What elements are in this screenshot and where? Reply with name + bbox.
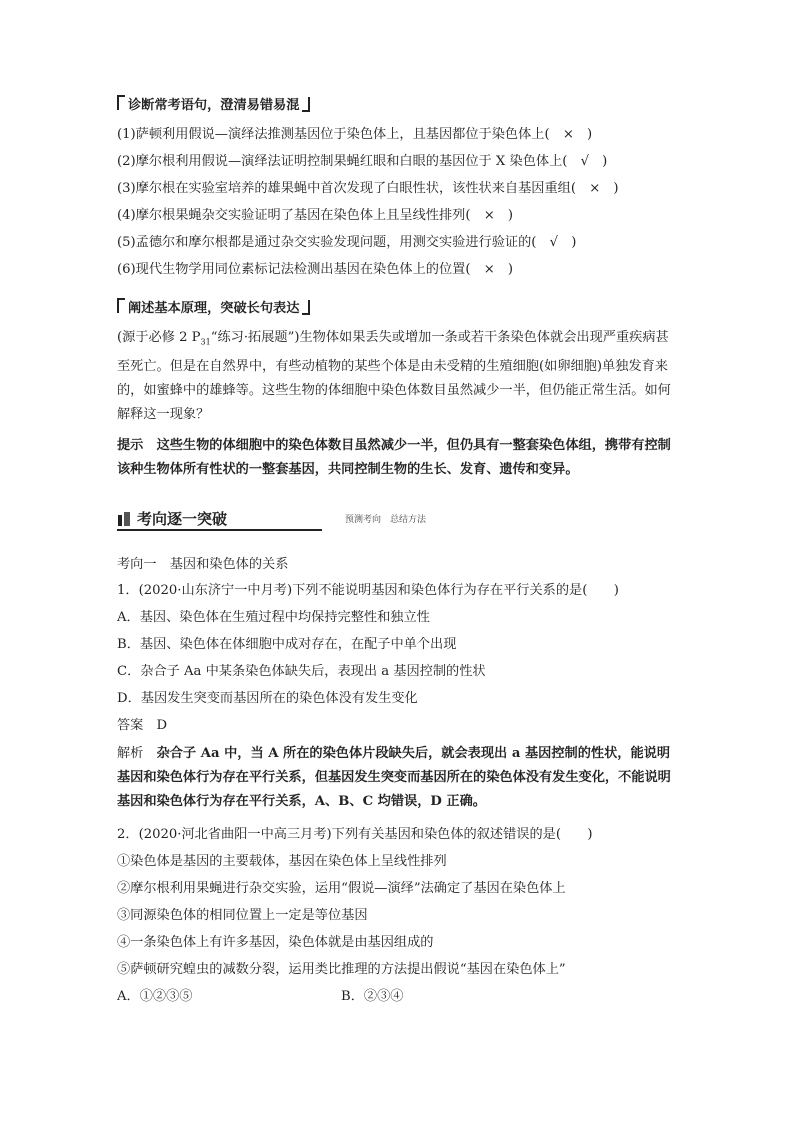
section2-title: 阐述基本原理，突破长句表达 (128, 301, 300, 316)
q1-option-b: B．基因、染色体在体细胞中成对存在，在配子中单个出现 (117, 637, 457, 652)
section-banner (117, 508, 677, 530)
bracket-close-icon (302, 300, 310, 315)
analysis-label: 解析 (117, 746, 157, 761)
banner-underline (117, 529, 322, 531)
q2-option-a: A．①②③⑤ (117, 989, 193, 1004)
bracket-close-icon (302, 97, 310, 112)
analysis-text: 杂合子 Aa 中，当 A 所在的染色体片段缺失后，就会表现出 a 基因控制的性状，能说明基因和染色体行为存在平行关系，但基因发生突变而基因所在的染色体没有发生变化，不能说明基因和染色体行为存在平行关系，A、B、C 均错误，D 正确。 (117, 746, 671, 809)
q1-answer: 答案 D (117, 718, 168, 733)
section2-hint (117, 434, 677, 482)
hint-label: 提示 (117, 438, 157, 453)
q1-option-a: A．基因、染色体在生殖过程中均保持完整性和独立性 (117, 610, 430, 625)
q2-item-4: ④一条染色体上有许多基因，染色体就是由基因组成的 (117, 935, 434, 950)
banner-title: 考向逐一突破 (137, 510, 228, 528)
hint-text: 这些生物的体细胞中的染色体数目虽然减少一半，但仍具有一整套染色体组，携带有控制该种生物体所有性状的一整套基因，共同控制生物的生长、发育、遗传和变异。 (117, 438, 671, 477)
q2-item-5: ⑤萨顿研究蝗虫的减数分裂，运用类比推理的方法提出假说“基因在染色体上” (117, 962, 566, 977)
q2-item-1: ①染色体是基因的主要载体，基因在染色体上呈线性排列 (117, 854, 447, 869)
question-text: “练习·拓展题”)生物体如果丢失或增加一条或若干条染色体就会出现严重疾病甚至死亡。但是在自然界中，有些动植物的某些个体是由未受精的生殖细胞(如卵细胞)单独发育来的，如蜜蜂中的雄蜂等。这些生物的体细胞中染色体数目虽然减少一半，但仍能正常生活。如何解释这一现象？ (117, 330, 671, 422)
section2-header (117, 298, 310, 318)
s1-item-6: (6)现代生物学用同位素标记法检测出基因在染色体上的位置( × ) (117, 262, 514, 277)
section2-question (117, 326, 677, 427)
q1-option-c: C．杂合子 Aa 中某条染色体缺失后，表现出 a 基因控制的性状 (117, 664, 486, 679)
source-page: 31 (200, 337, 211, 347)
s1-item-1: (1)萨顿利用假说—演绎法推测基因位于染色体上，且基因都位于染色体上( × ) (117, 127, 593, 142)
banner-subtitle: 预测考向 总结方法 (345, 515, 427, 525)
s1-item-2: (2)摩尔根利用假说—演绎法证明控制果蝇红眼和白眼的基因位于 X 染色体上( √ ) (117, 154, 608, 169)
q2-stem: 2．(2020·河北省曲阳一中高三月考)下列有关基因和染色体的叙述错误的是( ) (117, 827, 593, 842)
q1-stem: 1．(2020·山东济宁一中月考)下列不能说明基因和染色体行为存在平行关系的是( ) (117, 583, 619, 598)
s1-item-3: (3)摩尔根在实验室培养的雄果蝇中首次发现了白眼性状，该性状来自基因重组( × ) (117, 181, 619, 196)
q2-item-2: ②摩尔根利用果蝇进行杂交实验，运用“假说—演绎”法确定了基因在染色体上 (117, 881, 566, 896)
section1-title: 诊断常考语句，澄清易错易混 (128, 98, 300, 113)
kaoxiang-title: 考向一 基因和染色体的关系 (117, 557, 289, 572)
q1-option-d: D．基因发生突变而基因所在的染色体没有发生变化 (117, 691, 418, 706)
s1-item-4: (4)摩尔根果蝇杂交实验证明了基因在染色体上且呈线性排列( × ) (117, 208, 514, 223)
s1-item-5: (5)孟德尔和摩尔根都是通过杂交实验发现问题，用测交实验进行验证的( √ ) (117, 235, 577, 250)
bracket-open-icon (117, 95, 125, 110)
q1-analysis (117, 742, 677, 814)
pencil-icon (117, 511, 131, 527)
q2-item-3: ③同源染色体的相同位置上一定是等位基因 (117, 908, 368, 923)
source-prefix: (源于必修 2 P (117, 330, 201, 345)
section1-header (117, 95, 310, 115)
bracket-open-icon (117, 298, 125, 313)
q2-option-b: B．②③④ (341, 989, 404, 1004)
